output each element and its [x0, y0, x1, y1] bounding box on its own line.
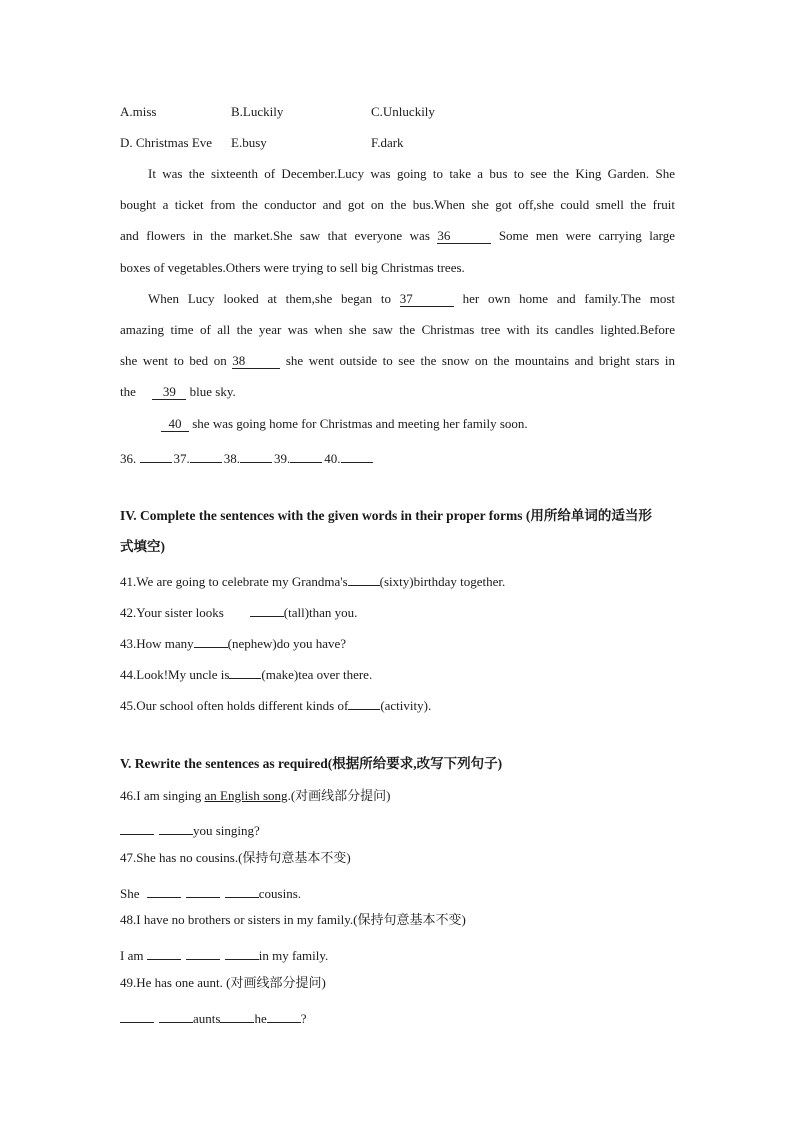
- section-heading: V. Rewrite the sentences as required(根据所给要求,改写下列句子): [120, 756, 503, 771]
- passage-text: and flowers in the market.She saw that everyone was: [120, 228, 430, 243]
- answer-label: 36.: [120, 451, 137, 466]
- answer-blank[interactable]: [220, 1008, 254, 1023]
- question-text: 45.Our school often holds different kinds of: [120, 698, 349, 713]
- question-text: 43.How many: [120, 636, 194, 651]
- passage-text: blue sky.: [189, 384, 236, 399]
- answer-label: 38.: [223, 451, 240, 466]
- answer-label: 37.: [173, 451, 190, 466]
- option-e: E.busy: [231, 135, 267, 150]
- answer-blank[interactable]: [120, 1008, 154, 1023]
- answer-blank[interactable]: [120, 820, 154, 835]
- question-text: 46.I am singing: [120, 788, 205, 803]
- question-text: .(对画线部分提问): [287, 788, 391, 803]
- answer-46: [120, 820, 675, 840]
- question-46: [120, 787, 675, 805]
- passage-line: [148, 290, 675, 308]
- passage-line: It was the sixteenth of December.Lucy was going to take a bus to see the King Garden. She: [148, 166, 675, 181]
- answer-text: aunts: [193, 1011, 221, 1026]
- passage-text: Some men were carrying large: [498, 228, 675, 243]
- underlined-text: an English song: [204, 788, 288, 803]
- question-49: 49.He has one aunt. (对画线部分提问): [120, 975, 326, 990]
- question-text: (sixty)birthday together.: [379, 574, 506, 589]
- answer-blank[interactable]: [290, 448, 322, 463]
- option-c: C.Unluckily: [371, 104, 435, 119]
- answer-blank[interactable]: [250, 602, 284, 617]
- question-text: 42.Your sister looks: [120, 605, 224, 620]
- question-text: (activity).: [380, 698, 432, 713]
- answer-blank[interactable]: [186, 883, 220, 898]
- question-text: 41.We are going to celebrate my Grandma's: [120, 574, 348, 589]
- answer-blank[interactable]: [140, 448, 172, 463]
- answer-blank[interactable]: [186, 945, 220, 960]
- answer-text: She: [120, 886, 140, 901]
- question-text: (make)tea over there.: [261, 667, 373, 682]
- section-heading: 式填空): [120, 539, 165, 554]
- answer-blank[interactable]: [194, 633, 228, 648]
- passage-line: boxes of vegetables.Others were trying to sell big Christmas trees.: [120, 260, 465, 275]
- answer-blank[interactable]: [159, 1008, 193, 1023]
- question-44: [120, 664, 675, 684]
- answer-blank[interactable]: [341, 448, 373, 463]
- question-text: 44.Look!My uncle is: [120, 667, 230, 682]
- blank-37[interactable]: 37: [400, 292, 454, 307]
- answer-blank[interactable]: [240, 448, 272, 463]
- answer-47: [120, 883, 675, 903]
- answer-blank[interactable]: [147, 945, 181, 960]
- blank-38[interactable]: 38: [232, 354, 280, 369]
- answer-line: [120, 448, 675, 468]
- answer-text: cousins.: [258, 886, 301, 901]
- answer-label: 39.: [274, 451, 291, 466]
- answer-text: in my family.: [258, 948, 329, 963]
- section-heading: IV. Complete the sentences with the given words in their proper forms (用所给单词的适当形: [120, 508, 652, 523]
- option-f: F.dark: [371, 135, 404, 150]
- option-d: D. Christmas Eve: [120, 135, 213, 150]
- question-45: [120, 695, 675, 715]
- answer-48: [120, 945, 675, 965]
- answer-blank[interactable]: [229, 664, 261, 679]
- question-48: 48.I have no brothers or sisters in my family.(保持句意基本不变): [120, 912, 466, 927]
- question-41: [120, 571, 675, 591]
- answer-text: I am: [120, 948, 144, 963]
- answer-blank[interactable]: [225, 883, 259, 898]
- answer-text: ?: [300, 1011, 307, 1026]
- answer-blank[interactable]: [348, 571, 380, 586]
- question-42: [120, 602, 675, 622]
- passage-line: [120, 383, 675, 401]
- question-text: (tall)than you.: [283, 605, 358, 620]
- blank-36[interactable]: 36: [437, 229, 491, 244]
- answer-text: you singing?: [193, 823, 260, 838]
- blank-40[interactable]: 40: [161, 417, 189, 432]
- passage-line: amazing time of all the year was when she saw the Christmas tree with its candles lighted.Before: [120, 322, 675, 337]
- answer-blank[interactable]: [159, 820, 193, 835]
- passage-line: bought a ticket from the conductor and got on the bus.When she got off,she could smell the fruit: [120, 197, 675, 212]
- passage-text: When Lucy looked at them,she began to: [148, 291, 391, 306]
- answer-blank[interactable]: [267, 1008, 301, 1023]
- passage-text: she went to bed on: [120, 353, 227, 368]
- answer-blank[interactable]: [348, 695, 380, 710]
- blank-39[interactable]: 39: [152, 385, 186, 400]
- answer-blank[interactable]: [190, 448, 222, 463]
- answer-text: he: [254, 1011, 267, 1026]
- passage-text: she was going home for Christmas and meeting her family soon.: [192, 416, 528, 431]
- passage-line: [120, 352, 675, 370]
- question-47: 47.She has no cousins.(保持句意基本不变): [120, 850, 351, 865]
- question-text: (nephew)do you have?: [227, 636, 347, 651]
- passage-text: she went outside to see the snow on the mountains and bright stars in: [285, 353, 676, 368]
- answer-label: 40.: [324, 451, 341, 466]
- passage-line: [161, 415, 716, 433]
- passage-text: her own home and family.The most: [462, 291, 675, 306]
- question-43: [120, 633, 675, 653]
- option-a: A.miss: [120, 104, 157, 119]
- answer-49: [120, 1008, 675, 1028]
- answer-blank[interactable]: [147, 883, 181, 898]
- option-b: B.Luckily: [231, 104, 284, 119]
- passage-line: [120, 227, 675, 245]
- answer-blank[interactable]: [225, 945, 259, 960]
- passage-text: the: [120, 384, 136, 399]
